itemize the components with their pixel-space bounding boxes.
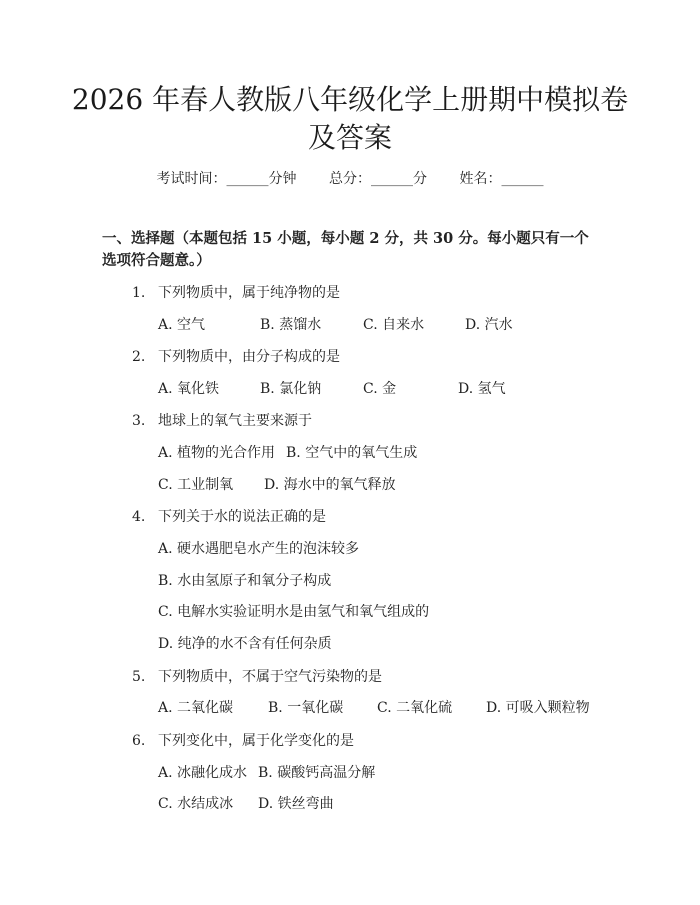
option-c: C. 金 xyxy=(363,381,397,397)
question-text: 下列物质中，由分子构成的是 xyxy=(158,349,340,365)
question-6 xyxy=(132,730,354,750)
option-a: A. 空气 xyxy=(158,317,206,333)
exam-info xyxy=(0,168,700,188)
exam-score-field: 总分：______分 xyxy=(329,171,427,187)
option-a: A. 冰融化成水 xyxy=(158,765,248,781)
option-b: B. 一氧化碳 xyxy=(268,700,344,716)
option-c: C. 二氧化硫 xyxy=(377,700,453,716)
question-number: 4. xyxy=(132,509,146,525)
exam-time-field: 考试时间：______分钟 xyxy=(156,171,297,187)
option-c: C. 工业制氧 xyxy=(158,477,234,493)
question-3 xyxy=(132,410,312,430)
student-name-field: 姓名：______ xyxy=(459,171,544,187)
exam-title-line1: 2026 年春人教版八年级化学上册期中模拟卷 xyxy=(71,83,629,116)
option-b: B. 空气中的氧气生成 xyxy=(286,445,418,461)
option-c: C. 自来水 xyxy=(363,317,425,333)
question-text: 下列变化中，属于化学变化的是 xyxy=(158,733,354,749)
option-a: A. 硬水遇肥皂水产生的泡沫较多 xyxy=(158,541,360,557)
question-text: 地球上的氧气主要来源于 xyxy=(158,413,312,429)
option-c: C. 电解水实验证明水是由氢气和氧气组成的 xyxy=(158,604,430,620)
option-a: A. 二氧化碳 xyxy=(158,700,234,716)
question-number: 6. xyxy=(132,733,146,749)
option-d: D. 氢气 xyxy=(458,381,506,397)
option-d: D. 可吸入颗粒物 xyxy=(486,700,590,716)
question-number: 2. xyxy=(132,349,146,365)
option-c: C. 水结成冰 xyxy=(158,796,234,812)
option-d: D. 铁丝弯曲 xyxy=(258,796,334,812)
option-b: B. 氯化钠 xyxy=(260,381,322,397)
option-a: A. 氧化铁 xyxy=(158,381,220,397)
question-1 xyxy=(132,282,340,302)
option-d: D. 汽水 xyxy=(465,317,513,333)
question-text: 下列物质中，不属于空气污染物的是 xyxy=(158,669,382,685)
section-heading: 一、选择题（本题包括 15 小题，每小题 2 分，共 30 分。每小题只有一个选项符合题意。） xyxy=(102,230,589,269)
question-number: 3. xyxy=(132,413,146,429)
exam-title-line2: 及答案 xyxy=(307,121,392,154)
option-b: B. 蒸馏水 xyxy=(260,317,322,333)
question-4 xyxy=(132,506,326,526)
option-b: B. 水由氢原子和氧分子构成 xyxy=(158,573,332,589)
option-d: D. 海水中的氧气释放 xyxy=(264,477,396,493)
question-2 xyxy=(132,346,340,366)
option-a: A. 植物的光合作用 xyxy=(158,445,276,461)
question-5 xyxy=(132,666,382,686)
question-text: 下列物质中，属于纯净物的是 xyxy=(158,285,340,301)
option-b: B. 碳酸钙高温分解 xyxy=(258,765,376,781)
question-number: 5. xyxy=(132,669,146,685)
question-text: 下列关于水的说法正确的是 xyxy=(158,509,326,525)
option-d: D. 纯净的水不含有任何杂质 xyxy=(158,636,332,652)
question-number: 1. xyxy=(132,285,146,301)
